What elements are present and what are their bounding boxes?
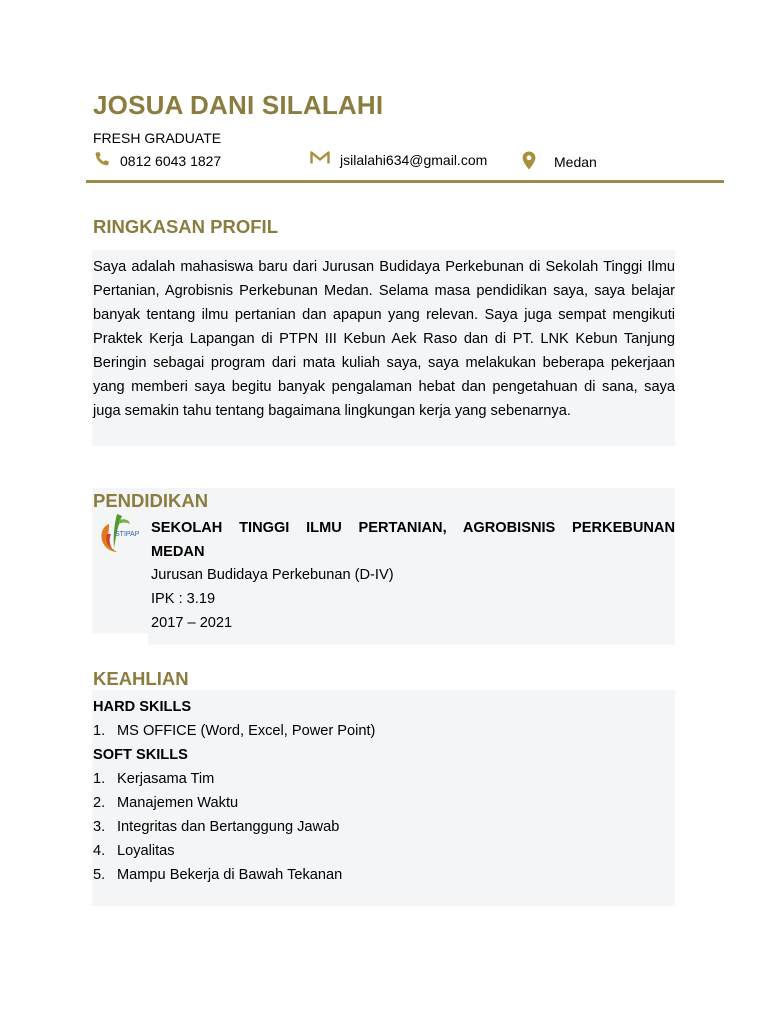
svg-text:STIPAP: STIPAP <box>115 531 139 538</box>
location-text: Medan <box>554 154 597 170</box>
resume-subtitle: FRESH GRADUATE <box>93 130 222 146</box>
education-heading: PENDIDIKAN <box>93 490 209 511</box>
list-item <box>93 815 375 839</box>
skills-heading: KEAHLIAN <box>93 668 189 689</box>
list-number: 5. <box>93 867 106 883</box>
list-item-text: Mampu Bekerja di Bawah Tekanan <box>117 867 343 883</box>
list-item <box>93 839 375 863</box>
location-pin-icon <box>522 151 536 173</box>
list-item <box>93 767 375 791</box>
list-item-text: Kerjasama Tim <box>117 771 215 787</box>
hard-skills-heading: HARD SKILLS <box>93 699 192 715</box>
phone-icon <box>94 151 110 170</box>
list-item <box>93 719 375 743</box>
list-item <box>93 791 375 815</box>
contact-location <box>522 151 597 173</box>
profile-text: Saya adalah mahasiswa baru dari Jurusan Budidaya Perkebunan di Sekolah Tinggi Ilmu Pertanian, Agrobisnis Perkebunan Medan. Selama masa pendidikan saya, saya belajar banyak tentang ilmu pertanian dan apapun yang relevan. Saya juga sempat mengikuti Praktek Kerja Lapangan di PTPN III Kebun Aek Raso dan di PT. LNK Kebun Tanjung Beringin sebagai program dari mata kuliah saya, saya melakukan beberapa pekerjaan yang memberi saya begitu banyak pengalaman hebat dan pengetahuan di sana, saya juga semakin tahu tentang bagaimana lingkungan kerja yang sebenarnya. <box>93 259 675 419</box>
phone-text: 0812 6043 1827 <box>120 152 222 169</box>
major-text: Jurusan Budidaya Perkebunan (D-IV) <box>151 567 394 583</box>
profile-heading: RINGKASAN PROFIL <box>93 216 278 237</box>
skills-list <box>93 695 375 887</box>
contact-email <box>310 151 487 168</box>
mail-icon <box>310 151 330 168</box>
years-text: 2017 – 2021 <box>151 615 233 631</box>
list-item-text: Integritas dan Bertanggung Jawab <box>117 819 340 835</box>
education-panel-extension <box>148 633 675 645</box>
list-item-text: MS OFFICE (Word, Excel, Power Point) <box>117 723 376 739</box>
contact-phone <box>94 151 221 170</box>
list-item-text: Loyalitas <box>117 843 175 859</box>
list-number: 3. <box>93 819 106 835</box>
school-name: SEKOLAH TINGGI ILMU PERTANIAN, AGROBISNIS PERKEBUNAN MEDAN <box>151 520 675 560</box>
resume-name: JOSUA DANI SILALAHI <box>93 90 384 120</box>
email-text: jsilalahi634@gmail.com <box>340 151 488 168</box>
list-number: 4. <box>93 843 106 859</box>
list-number: 1. <box>93 723 106 739</box>
school-logo <box>95 512 139 556</box>
soft-skills-heading: SOFT SKILLS <box>93 747 188 763</box>
list-item-text: Manajemen Waktu <box>117 795 239 811</box>
list-number: 2. <box>93 795 106 811</box>
header-divider <box>86 180 724 183</box>
list-number: 1. <box>93 771 106 787</box>
gpa-text: IPK : 3.19 <box>151 591 216 607</box>
list-item <box>93 863 375 887</box>
